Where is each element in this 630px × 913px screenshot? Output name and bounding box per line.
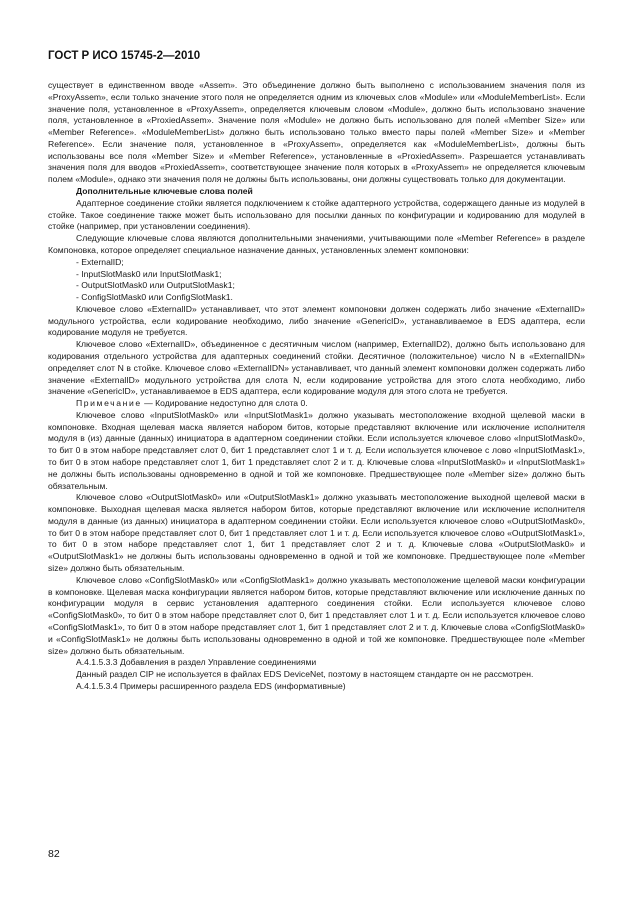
paragraph: существует в единственном вводе «Assem». Это объединение должно быть выполнено с использованием значения поля из «ProxyAssem», если только значение этого поля не определяется одним из ключевых слов «Module» или «ModuleMemberList». Если значение поля, установленное в «ProxyAssem», определяется ключевым словом «Module», должно быть использовано значение поля, установленное в «ProxiedAssem». Значение поля «Module» не должно быть использовано для полей «Member Size» или «Member Reference». «ModuleMemberList» должно быть использовано только вместо пары полей «Member Size» и «Member Reference». Если значение поля, установленное в «ProxyAssem», определяется как «ModuleMemberList», должны быть использованы все поля «Member Size» и «Member Reference», установленные в «ProxiedAssem». Разрешается устанавливать значения поля для вводов «ProxiedAssem», соответствующее значение поля которых в «ProxyAssem» не определяется ключевым полем «Module», однако эти значения поля не должны быть использованы, они должны существовать только для документации. xyxy=(48,80,585,185)
paragraph: Ключевое слово «ExternalID» устанавливает, что этот элемент компоновки должен содержать либо значение «ExternalID» модульного устройства, если кодирование необходимо, либо значение «GenericID», устанавливаемое в EDS адаптера, если кодирование модуля не требуется. xyxy=(48,303,585,338)
paragraph: Ключевое слово «OutputSlotMask0» или «OutputSlotMask1» должно указывать местоположение выходной щелевой маски в компоновке. Выходная щелевая маска является набором битов, которые представляют включение или исключение исполнителя модуля в данные (из данных) инициатора в адаптерном соединении стойки. Если используется ключевое слово «OutputSlotMask0», то бит 0 в этом наборе представляет слот 0, бит 1 представляет слот 1 и т. д. Если используется ключевое слово «OutputSlotMask1», то бит 0 в этом наборе представляет слот 1, бит 1 представляет слот 2 и т. д. Ключевые слова «OutputSlotMask0» и «OutputSlotMask1» не должны быть использованы одновременно в одной и той же компоновке. Предшествующее поле «Member size» должно быть обязательным. xyxy=(48,492,585,574)
note-label: Примечание xyxy=(76,398,142,409)
note-text: — Кодирование недоступно для слота 0. xyxy=(141,398,308,409)
paragraph: Адаптерное соединение стойки является подключением к стойке адаптерного устройства, содержащего данные из модулей в стойке. Такое соединение также может быть использовано для посылки данных по конфигурации и кодированию для модулей в стойке (например, при установлении соединения). xyxy=(48,197,585,232)
list-item: - ExternalID; xyxy=(76,256,124,267)
document-body xyxy=(48,80,585,693)
page-number: 82 xyxy=(48,848,60,860)
paragraph: Следующие ключевые слова являются дополнительными значениями, учитывающими поле «Member Reference» в разделе Компоновка, которое определяет специальное назначение данных, установленных элемент компоновки: xyxy=(48,233,585,255)
subsection-heading: А.4.1.5.3.3 Добавления в раздел Управление соединениями xyxy=(76,657,317,668)
paragraph: Ключевое слово «InputSlotMask0» или «InputSlotMask1» должно указывать местоположение входной щелевой маски в компоновке. Входная щелевая маска является набором битов, которые представляют включение или исключение исполнителя модуля в (из) данные (данных) инициатора в адаптерном соединении стойки. Если используется ключевое слово «InputSlotMask0», то бит 0 в этом наборе представляет слот 0, бит 1 представляет слот 1 и т. д. Если используется ключевое с лово «InputSlotMask1», то бит 0 в этом наборе представляет слот 1, бит 1 представляет слот 2 и т. д. Ключевые слова «InputSlotMask0» и «InputSlotMask1» не должны быть использованы одновременно в одной и той же компоновке. Предшествующее поле «Member size» должно быть обязательным. xyxy=(48,409,585,491)
section-heading: Дополнительные ключевые слова полей xyxy=(76,186,253,197)
paragraph: Ключевое слово «ConfigSlotMask0» или «ConfigSlotMask1» должно указывать местоположение щелевой маски конфигурации в компоновке. Щелевая маска конфигурации является набором битов, которые представляют включение или исключение данных по конфигурации модуля в сервис установления адаптерного соединения стойки. Если используется ключевое слово «ConfigSlotMask0», то бит 0 в этом наборе представляет слот 0, бит 1 представляет слот 1 и т. д. Если используется ключевое слово «ConfigSlotMask1», то бит 0 в этом наборе представляет слот 1, бит 1 представляет слот 2 и т. д. Ключевые слова «ConfigSlotMask0» и «ConfigSlotMask1» не должны быть использованы одновременно в одной и той же компоновке. Предшествующее поле «Member size» должно быть обязательным. xyxy=(48,574,585,656)
list-item: - ConfigSlotMask0 или ConfigSlotMask1. xyxy=(76,292,233,303)
note xyxy=(48,398,585,410)
page-header: ГОСТ Р ИСО 15745-2—2010 xyxy=(48,50,201,62)
list-item: - OutputSlotMask0 или OutputSlotMask1; xyxy=(76,280,235,291)
list-item: - InputSlotMask0 или InputSlotMask1; xyxy=(76,268,222,279)
paragraph: Ключевое слово «ExternalID», объединенное с десятичным числом (например, ExternalID2), должно быть использовано для кодирования отдельного устройства для адаптерных соединений стойки. Десятичное (положительное) число N в «ExternalIDN» определяет слот N в стойке. Ключевое слово «ExternalIDN» устанавливает, что данный элемент компоновки должен содержать либо значение «ExternalID» модульного устройства для слота N, если кодирование устройства для этого слота необходимо, либо значение «GenericID», устанавливаемое в EDS адаптера, если кодирование модуля для этого слота не требуется. xyxy=(48,339,585,397)
subsection-heading: А.4.1.5.3.4 Примеры расширенного раздела EDS (информативные) xyxy=(76,680,346,691)
paragraph: Данный раздел CIP не используется в файлах EDS DeviceNet, поэтому в настоящем стандарте он не рассмотрен. xyxy=(76,669,534,680)
